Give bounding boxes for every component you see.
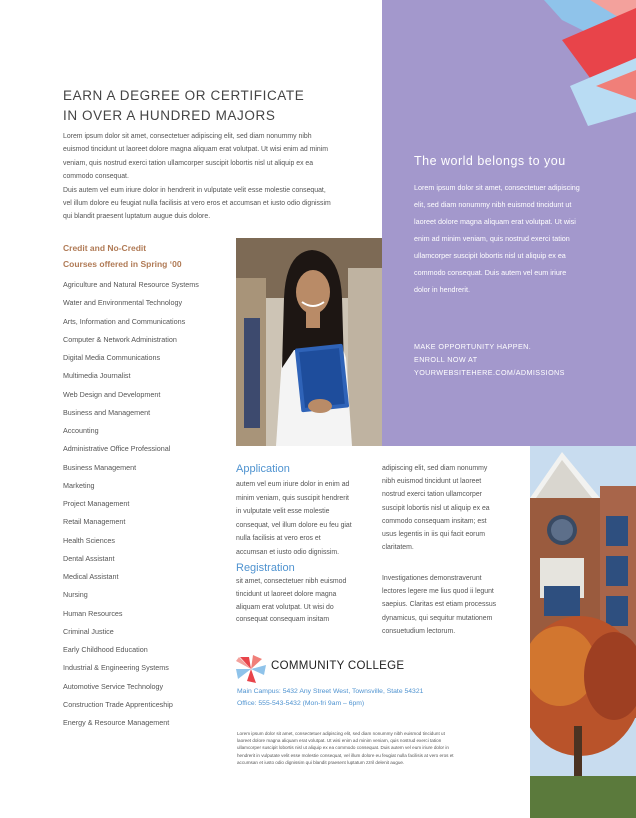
course-item: Retail Management <box>63 517 126 527</box>
course-item: Arts, Information and Communications <box>63 316 186 326</box>
application-line: accumsan et iusto odio dignissim. <box>236 548 340 556</box>
building-photo <box>530 446 636 818</box>
course-item: Health Sciences <box>63 535 115 545</box>
course-item: Digital Media Communications <box>63 353 161 362</box>
application-text <box>236 478 372 560</box>
course-item: Business Management <box>63 462 137 472</box>
cta-line-1: MAKE OPPORTUNITY HAPPEN. <box>414 342 532 351</box>
course-item: Criminal Justice <box>63 626 114 636</box>
course-item: Agriculture and Natural Resource Systems <box>63 280 199 289</box>
fine-print-line: hendrerit in vulputate velit esse molestie consequat, vel illum dolore eu feugiat nulla facilisis at vero eros et <box>237 752 454 758</box>
student-photo <box>236 238 382 446</box>
intro-line: Lorem ipsum dolor sit amet, consectetuer adipiscing elit, sed diam nonummy nibh <box>63 133 312 140</box>
college-logo <box>236 655 266 683</box>
courses-title-line-2: Courses offered in Spring ‘00 <box>63 259 182 269</box>
registration-line: sit amet, consectetuer nibh euismod <box>236 578 347 585</box>
course-item: Automotive Service Technology <box>63 681 164 691</box>
intro-line: qui blandit praesent luptatum augue duis dolore. <box>63 213 211 221</box>
panel-body-line: ullamcorper suscipit lobortis nisl ut aliquip ex ea <box>414 251 566 260</box>
panel-title: The world belongs to you <box>414 154 566 168</box>
middle-line: lectores legere me lius quod ii legunt <box>382 588 494 596</box>
fine-print-line: ullamcorper suscipit lobortis nisl ut aliquip ex ea commodo consequat. Duis autem vel eum iriure dolor in <box>237 745 449 751</box>
middle-line: claritatem. <box>382 544 414 552</box>
fine-print <box>237 730 505 766</box>
panel-body-line: Lorem ipsum dolor sit amet, consectetuer adipiscing <box>414 183 580 192</box>
headline-line-1: EARN A DEGREE OR CERTIFICATE <box>63 88 305 103</box>
middle-line: adipiscing elit, sed diam nonummy <box>382 465 488 472</box>
intro-line: Duis autem vel eum iriure dolor in hendrerit in vulputate velit esse molestie consequat, <box>63 186 326 194</box>
course-item: Multimedia Journalist <box>63 371 131 381</box>
course-item: Construction Trade Apprenticeship <box>63 699 173 709</box>
fine-print-line: Lorem ipsum dolor sit amet, consectetuer adipiscing elit, sed diam nonummy nibh euismod tincidunt ut <box>237 731 445 736</box>
cta-line-2: ENROLL NOW AT <box>414 355 478 364</box>
middle-paragraph-1 <box>382 462 506 554</box>
course-item: Industrial & Engineering Systems <box>63 663 169 673</box>
intro-line: euismod tincidunt ut laoreet dolore magna aliquam erat volutpat. Ut wisi enim ad minim <box>63 146 329 154</box>
intro-line: veniam, quis nostrud exerci tation ullamcorper suscipit lobortis nisl ut aliquip ex ea <box>63 159 314 167</box>
course-item: Human Resources <box>63 608 123 618</box>
office-contact: Office: 555-543-5432 (Mon-fri 9am – 6pm) <box>237 700 365 707</box>
course-item: Marketing <box>63 480 95 490</box>
application-line: autem vel eum iriure dolor in enim ad <box>236 481 350 488</box>
application-line: minim veniam, quis suscipit hendrerit <box>236 494 349 502</box>
fine-print-line: laoreet dolore magna aliquam erat volutpat. Ut wisi enim ad minim veniam, quis nostrud exerci tation <box>237 738 442 744</box>
middle-paragraph-2 <box>382 572 506 638</box>
application-title: Application <box>236 463 290 475</box>
course-item: Dental Assistant <box>63 553 115 563</box>
course-item: Project Management <box>63 499 130 508</box>
geometric-accent-graphic <box>526 0 636 126</box>
fine-print-line: accumsan et iusto odio dignissim qui blandit praesent luptatum zzril delenit augue. <box>237 759 405 765</box>
registration-line: consequat consequam insitam <box>236 616 330 624</box>
application-line: consequat, vel illum dolore eu feu giat <box>236 521 352 529</box>
middle-line: usus legentis in iis qui facit eorum <box>382 531 486 539</box>
application-line: nulla facilisis at vero eros et <box>236 535 321 543</box>
panel-body-line: enim ad minim veniam, quis nostrud exerci tation <box>414 234 570 243</box>
college-name: COMMUNITY COLLEGE <box>271 660 405 672</box>
main-campus-address: Main Campus: 5432 Any Street West, Townsville, State 54321 <box>237 688 424 695</box>
student-illustration <box>236 238 382 446</box>
course-item: Web Design and Development <box>63 389 161 399</box>
middle-line: dynamicus, qui sequitur mutationem <box>382 614 493 622</box>
course-item: Medical Assistant <box>63 572 119 581</box>
panel-body-line: dolor in hendrerit. <box>414 285 470 294</box>
panel-body-line: elit, sed diam nonummy nibh euismod tincidunt ut <box>414 200 572 209</box>
registration-text <box>236 576 372 627</box>
application-line: in vulputate velit esse molestie <box>236 508 330 516</box>
college-logo-icon <box>236 655 266 683</box>
course-item: Computer & Network Administration <box>63 334 177 344</box>
intro-line: vel illum dolore eu feugiat nulla facilisis at vero eros et accumsan et iusto odio dignissim <box>63 200 331 208</box>
intro-line: commodo consequat. <box>63 173 129 181</box>
middle-line: consuetudium lectorum. <box>382 627 456 635</box>
middle-line: nibh euismod tincidunt ut laoreet <box>382 478 482 486</box>
registration-line: aliquam erat volutpat. Ut wisi do <box>236 603 334 611</box>
course-item: Administrative Office Professional <box>63 444 171 454</box>
registration-line: tincidunt ut laoreet dolore magna <box>236 590 337 598</box>
middle-line: saepius. Claritas est etiam processus <box>382 601 497 609</box>
headline-line-2: IN OVER A HUNDRED MAJORS <box>63 108 276 123</box>
panel-body-line: commodo consequat. Duis autem vel eum iriure <box>414 268 567 277</box>
middle-line: Investigationes demonstraverunt <box>382 575 482 582</box>
courses-title-line-1: Credit and No-Credit <box>63 243 147 253</box>
intro-paragraph <box>63 130 363 224</box>
middle-line: suscipit lobortis nisl ut aliquip ex ea <box>382 504 490 512</box>
course-item: Business and Management <box>63 407 151 417</box>
course-item: Accounting <box>63 426 99 435</box>
building-illustration <box>530 446 636 818</box>
course-item: Nursing <box>63 590 88 600</box>
middle-line: commodo consequam insitam; est <box>382 517 487 525</box>
course-item: Water and Environmental Technology <box>63 298 183 308</box>
course-item: Energy & Resource Management <box>63 718 170 727</box>
courses-title <box>63 240 233 272</box>
registration-title: Registration <box>236 562 295 574</box>
middle-line: nostrud exerci tation ullamcorper <box>382 491 482 499</box>
panel-body <box>414 179 610 298</box>
panel-body-line: laoreet dolore magna aliquam erat volutpat. Ut wisi <box>414 217 576 226</box>
cta-website-link[interactable]: YOURWEBSITEHERE.COM/ADMISSIONS <box>414 368 565 377</box>
course-list <box>63 280 238 736</box>
course-item: Early Childhood Education <box>63 645 148 654</box>
